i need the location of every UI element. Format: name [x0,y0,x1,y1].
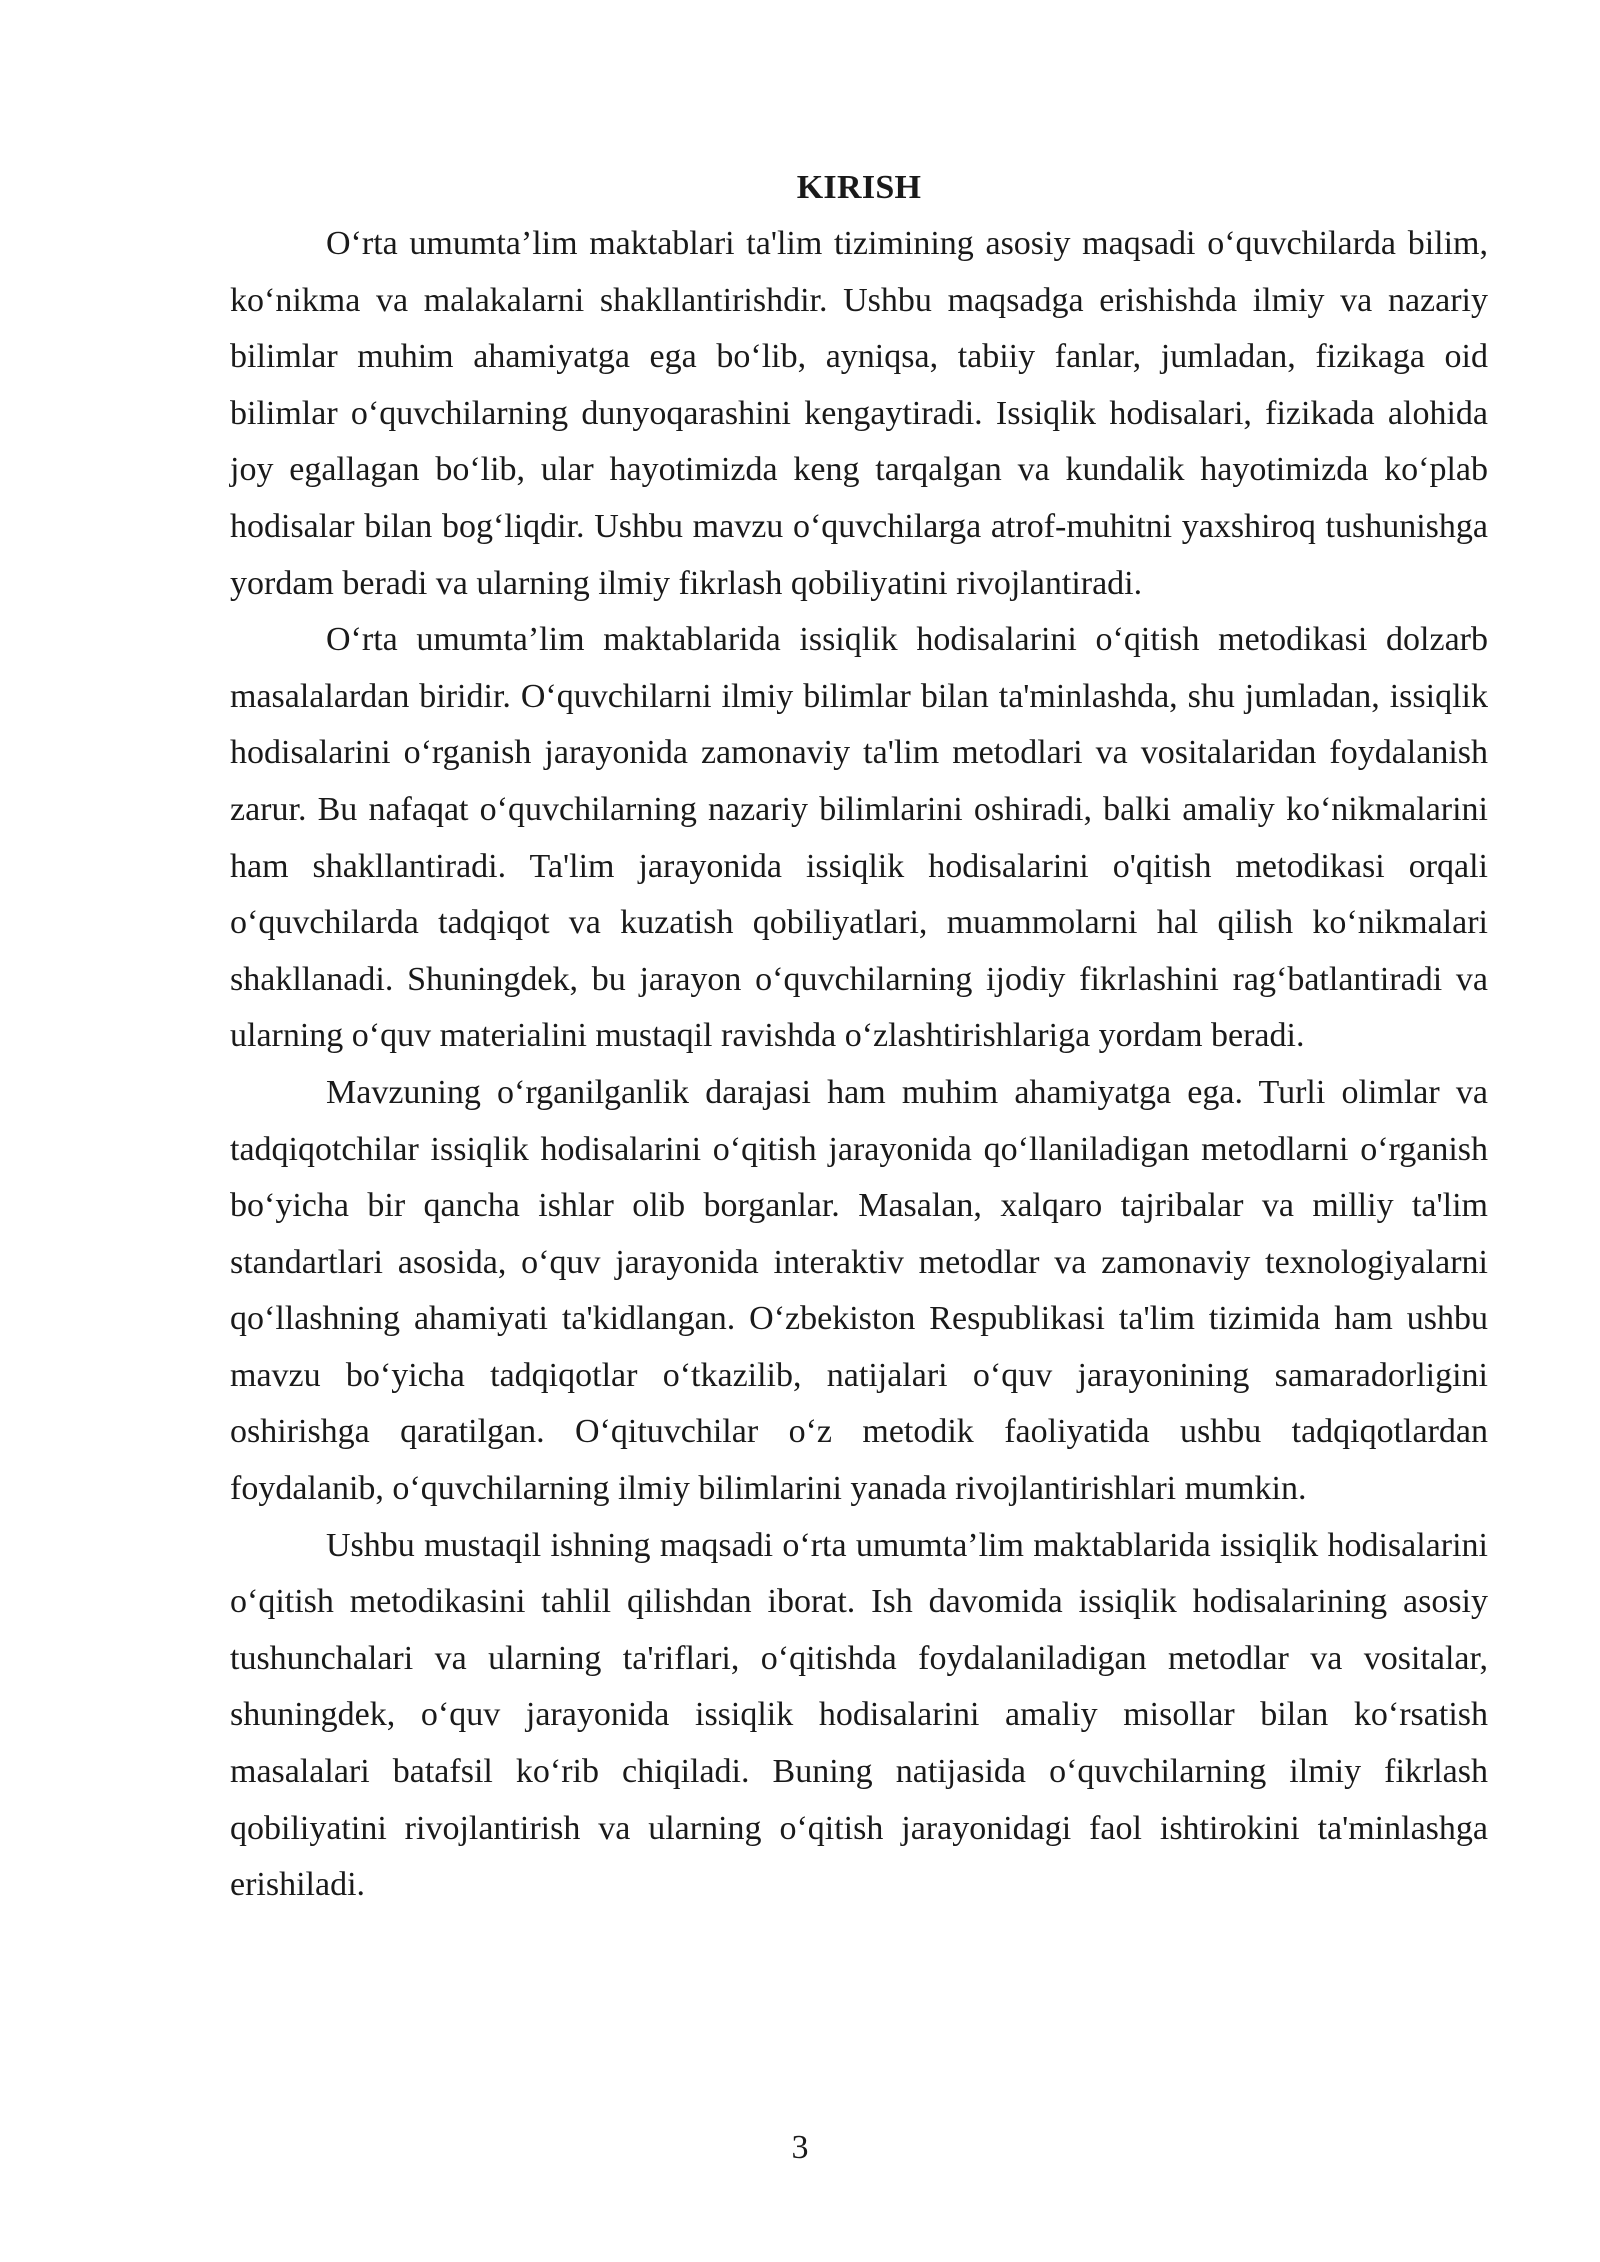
section-title: KIRISH [796,169,922,206]
paragraph-goal: Ushbu mustaqil ishning maqsadi o‘rta umumta’lim maktablarida issiqlik hodisalarini o‘qitish metodikasini tahlil qilishdan iborat. Ish davomida issiqlik hodisalarining asosiy tushunchalari va ularning ta'riflari, o‘qitishda foydalaniladigan metodlar va vositalar, shuningdek, o‘quv jarayonida issiqlik hodisalarini amaliy misollar bilan ko‘rsatish masalalari batafsil ko‘rib chiqiladi. Buning natijasida o‘quvchilarning ilmiy fikrlash qobiliyatini rivojlantirish va ularning o‘qitish jarayonidagi faol ishtirokini ta'minlashga erishiladi. [230,1526,1488,1904]
paragraph-study-level: Mavzuning o‘rganilganlik darajasi ham muhim ahamiyatga ega. Turli olimlar va tadqiqotchilar issiqlik hodisalarini o‘qitish jarayonida qo‘llaniladigan metodlarni o‘rganish bo‘yicha bir qancha ishlar olib borganlar. Masalan, xalqaro tajribalar va milliy ta'lim standartlari asosida, o‘quv jarayonida interaktiv metodlar va zamonaviy texnologiyalarni qo‘llashning ahamiyati ta'kidlangan. O‘zbekiston Respublikasi ta'lim tizimida ham ushbu mavzu bo‘yicha tadqiqotlar o‘tkazilib, natijalari o‘quv jarayonining samaradorligini oshirishga qaratilgan. O‘qituvchilar o‘z metodik faoliyatida ushbu tadqiqotlardan foydalanib, o‘quvchilarning ilmiy bilimlarini yanada rivojlantirishlari mumkin. [230,1073,1488,1508]
paragraph-intro: O‘rta umumta’lim maktablari ta'lim tizimining asosiy maqsadi o‘quvchilarda bilim, ko‘nikma va malakalarni shakllantirishdir. Ushbu maqsadga erishishda ilmiy va nazariy bilimlar muhim ahamiyatga ega bo‘lib, ayniqsa, tabiiy fanlar, jumladan, fizikaga oid bilimlar o‘quvchilarning dunyoqarashini kengaytiradi. Issiqlik hodisalari, fizikada alohida joy egallagan bo‘lib, ular hayotimizda keng tarqalgan va kundalik hayotimizda ko‘plab hodisalar bilan bog‘liqdir. Ushbu mavzu o‘quvchilarga atrof-muhitni yaxshiroq tushunishga yordam beradi va ularning ilmiy fikrlash qobiliyatini rivojlantiradi. [230,225,1488,602]
paragraph-relevance: O‘rta umumta’lim maktablarida issiqlik hodisalarini o‘qitish metodikasi dolzarb masalalardan biridir. O‘quvchilarni ilmiy bilimlar bilan ta'minlashda, shu jumladan, issiqlik hodisalarini o‘rganish jarayonida zamonaviy ta'lim metodlari va vositalaridan foydalanish zarur. Bu nafaqat o‘quvchilarning nazariy bilimlarini oshiradi, balki amaliy ko‘nikmalarini ham shakllantiradi. Ta'lim jarayonida issiqlik hodisalarini o'qitish metodikasi orqali o‘quvchilarda tadqiqot va kuzatish qobiliyatlari, muammolarni hal qilish ko‘nikmalari shakllanadi. Shuningdek, bu jarayon o‘quvchilarning ijodiy fikrlashini rag‘batlantiradi va ularning o‘quv materialini mustaqil ravishda o‘zlashtirishlariga yordam beradi. [230,621,1488,1055]
page-number: 3 [791,2129,809,2166]
document-page [230,160,1488,1914]
